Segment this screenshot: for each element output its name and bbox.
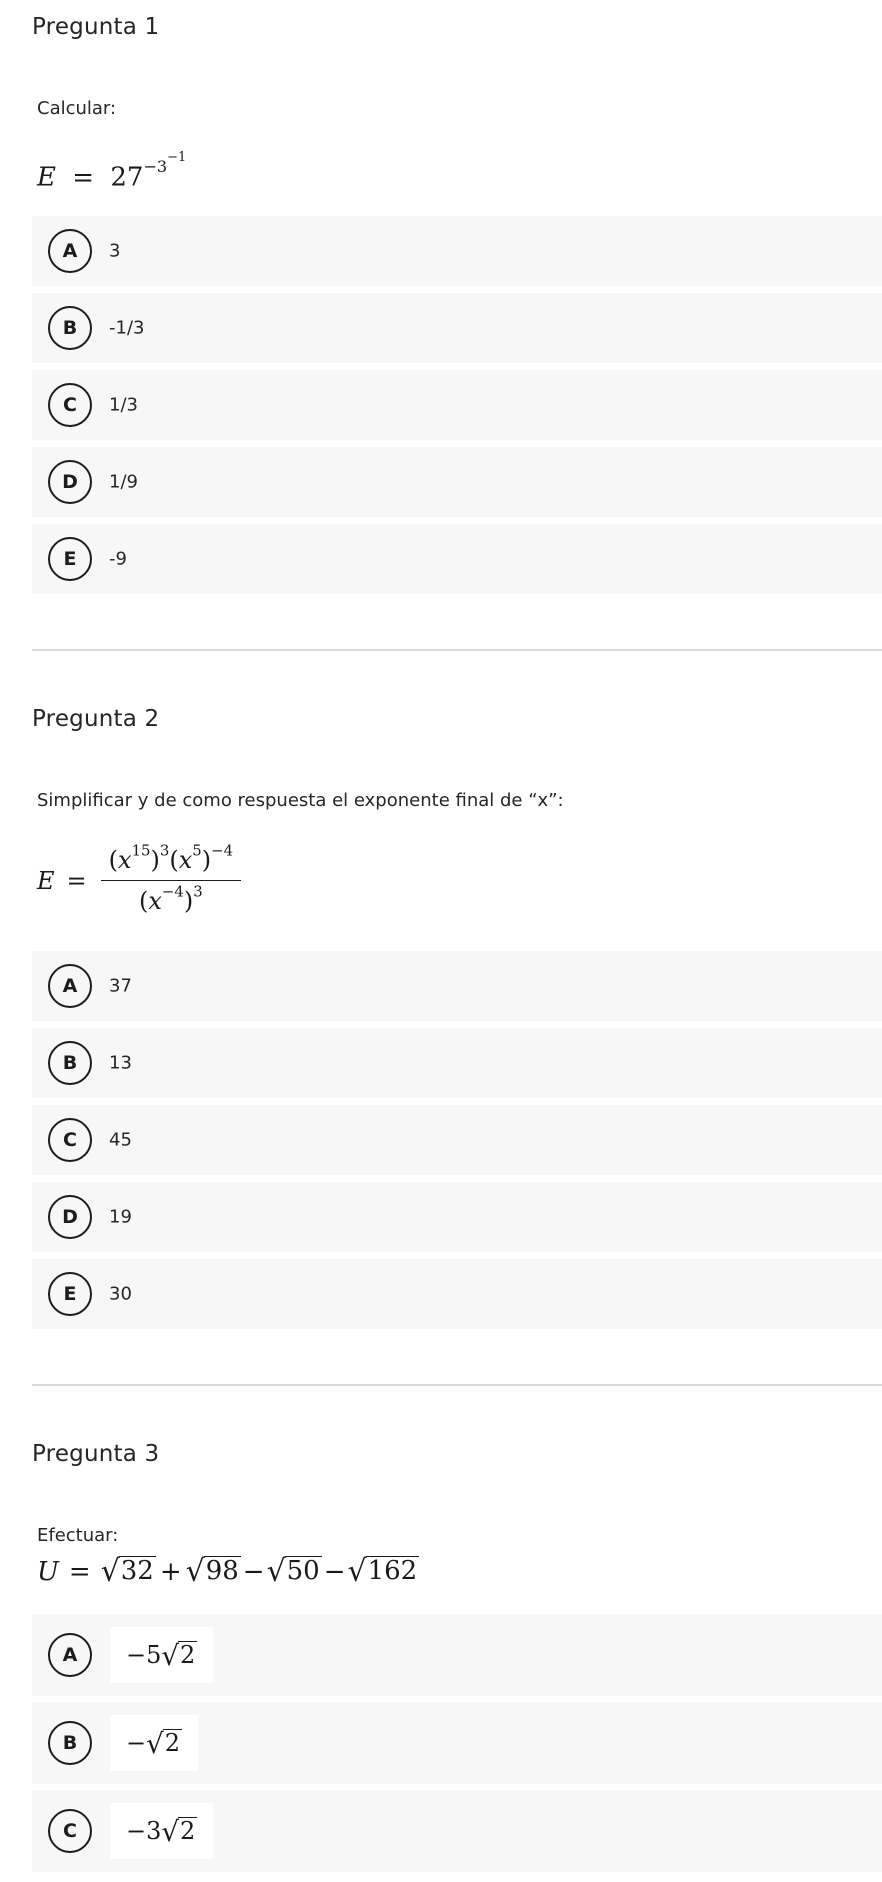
formula-exponent: −3 [143,156,168,176]
question-divider [32,649,882,651]
answer-option-b[interactable] [32,1702,882,1784]
question-title: Pregunta 2 [32,706,160,732]
radical-term: √ 32 [100,1553,154,1589]
option-letter-badge: B [48,306,92,350]
option-letter-badge: C [48,1809,92,1853]
option-letter-badge: B [48,1721,92,1765]
option-letter-badge: A [48,1633,92,1677]
answer-option-a[interactable] [32,216,882,286]
formula-exponent-2: −1 [167,150,187,165]
option-math-image: − √ 2 [110,1715,198,1771]
formula-operator: − [323,1556,346,1587]
option-letter-badge: D [48,1195,92,1239]
option-text: -1/3 [109,317,145,339]
formula [37,150,187,193]
question-prompt: Calcular: [37,98,117,119]
option-letter-badge: B [48,1041,92,1085]
question-title: Pregunta 1 [32,14,160,40]
answer-option-a[interactable] [32,1614,882,1696]
radical-term: √ 162 [347,1553,418,1589]
answer-option-b[interactable] [32,1028,882,1098]
radical-term: √ 50 [266,1553,320,1589]
option-text: 1/3 [109,394,138,416]
answer-option-c[interactable] [32,370,882,440]
question-divider [32,1384,882,1386]
option-letter-badge: A [48,229,92,273]
formula [37,1553,419,1589]
question-prompt: Efectuar: [37,1525,119,1546]
option-text: 30 [109,1283,132,1305]
option-text: 13 [109,1052,132,1074]
formula [37,841,247,915]
option-letter-badge: C [48,1118,92,1162]
answer-option-d[interactable] [32,1182,882,1252]
option-math-image: −3 √ 2 [110,1803,213,1859]
formula-lhs: E [37,866,55,895]
answer-option-c[interactable] [32,1790,882,1872]
answer-option-c[interactable] [32,1105,882,1175]
answer-option-d[interactable] [32,447,882,517]
formula-equals: = [72,162,95,193]
option-letter-badge: A [48,964,92,1008]
formula-equals: = [68,1556,91,1587]
fraction-denominator: $(x^{-4})^3$ [138,882,203,915]
formula-operator: + [159,1556,182,1587]
formula-equals: = [66,866,87,895]
option-letter-badge: E [48,537,92,581]
option-letter-badge: C [48,383,92,427]
formula-operator: − [242,1556,265,1587]
option-text: 3 [109,240,121,262]
option-math-image: −5 √ 2 [110,1627,213,1683]
radical-term: √ 98 [185,1553,239,1589]
formula-base: 27 [110,162,144,193]
formula-fraction [101,841,241,915]
option-text: -9 [109,548,127,570]
question-prompt: Simplificar y de como respuesta el exponente final de “x”: [37,790,564,811]
answer-option-e[interactable] [32,1259,882,1329]
formula-lhs: E [37,162,56,193]
answer-option-a[interactable] [32,951,882,1021]
option-text: 19 [109,1206,132,1228]
answer-option-b[interactable] [32,293,882,363]
option-letter-badge: E [48,1272,92,1316]
question-title: Pregunta 3 [32,1441,160,1467]
option-text: 45 [109,1129,132,1151]
answer-option-e[interactable] [32,524,882,594]
option-text: 1/9 [109,471,138,493]
formula-lhs: U [37,1556,59,1587]
fraction-numerator: $(x^{15})^3(x^5)^{-4}$ [101,846,241,881]
option-letter-badge: D [48,460,92,504]
option-text: 37 [109,975,132,997]
